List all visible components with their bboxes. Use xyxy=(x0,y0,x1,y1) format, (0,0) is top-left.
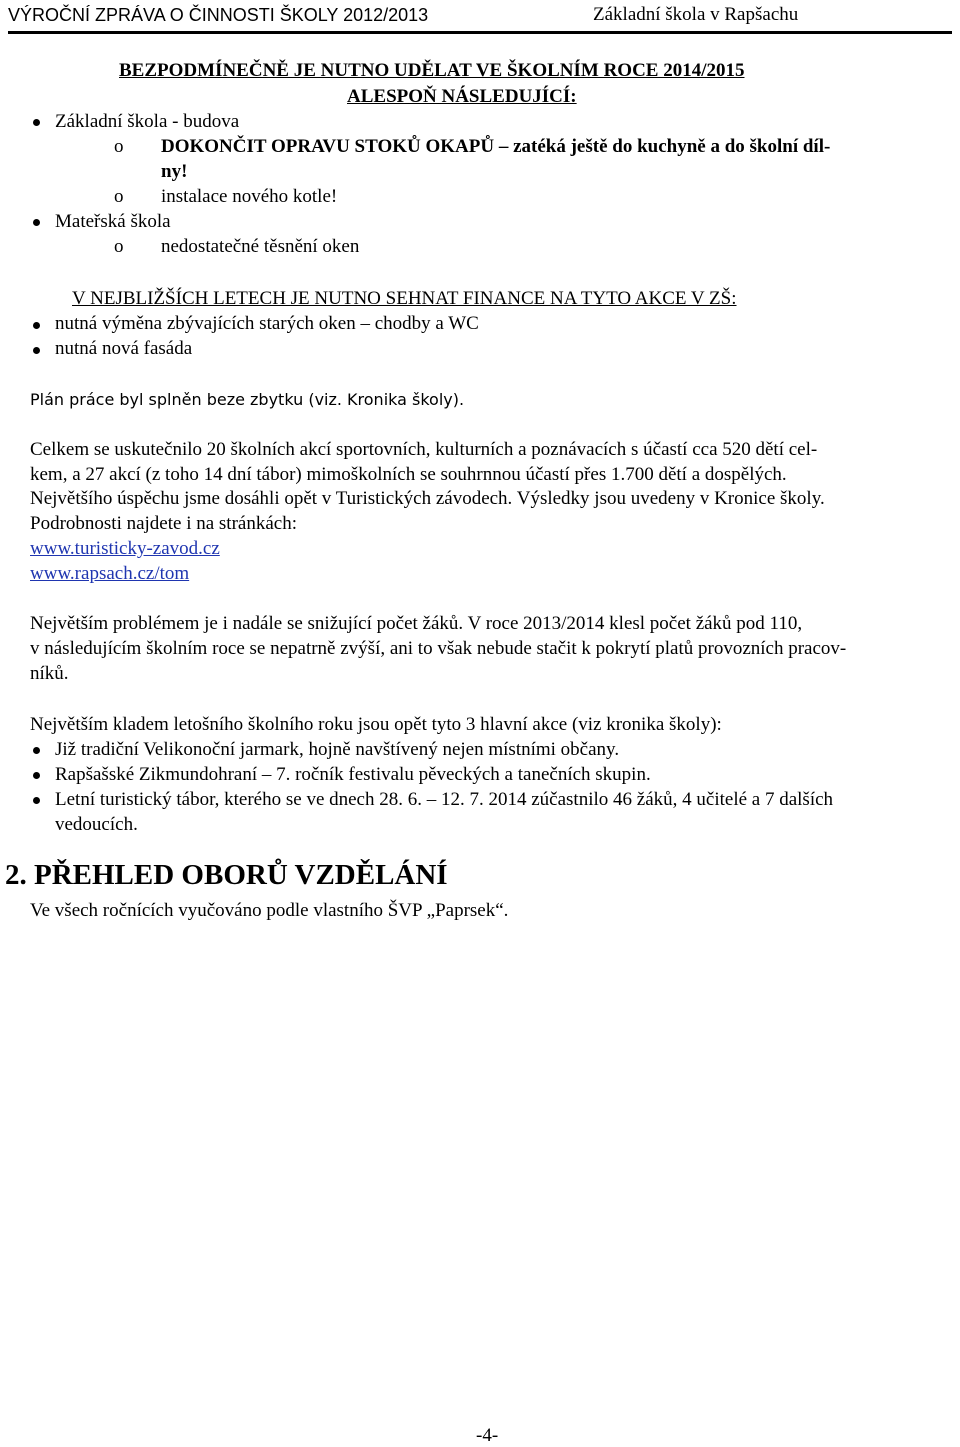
finance-item-2: nutná nová fasáda xyxy=(55,338,193,359)
finance-title: V NEJBLIŽŠÍCH LETECH JE NUTNO SEHNAT FINANCE NA TYTO AKCE V ZŠ: xyxy=(72,288,737,309)
link-turisticky-zavod[interactable]: www.turisticky-zavod.cz xyxy=(30,538,220,559)
bullet-icon xyxy=(33,797,40,804)
list-item-zs: Základní škola - budova xyxy=(55,111,240,132)
sub-item-kotel: instalace nového kotle! xyxy=(161,186,338,207)
sub-item-stoky: DOKONČIT OPRAVU STOKŮ OKAPŮ – zatéká ještě do kuchyně a do školní díl- xyxy=(161,136,831,157)
sub-marker: o xyxy=(114,186,124,207)
link-rapsach-tom[interactable]: www.rapsach.cz/tom xyxy=(30,563,190,584)
bullet-icon xyxy=(33,347,40,354)
highlight-item-2: Rapšašské Zikmundohraní – 7. ročník festivalu pěveckých a tanečních skupin. xyxy=(55,764,651,785)
finance-item-1: nutná výměna zbývajících starých oken – chodby a WC xyxy=(55,313,479,334)
must-title-2: ALESPOŇ NÁSLEDUJÍCÍ: xyxy=(347,86,577,107)
problem-line-3: níků. xyxy=(30,663,69,684)
section-text: Ve všech ročnících vyučováno podle vlastního ŠVP „Paprsek“. xyxy=(30,900,509,921)
bullet-icon xyxy=(33,747,40,754)
bullet-icon xyxy=(33,772,40,779)
actions-line-4: Podrobnosti najdete i na stránkách: xyxy=(30,513,297,534)
highlights-intro: Největším kladem letošního školního roku jsou opět tyto 3 hlavní akce (viz kronika školy): xyxy=(30,714,722,735)
sub-marker: o xyxy=(114,136,124,157)
plan-text: Plán práce byl splněn beze zbytku (viz. Kronika školy). xyxy=(30,390,465,409)
must-title-1: BEZPODMÍNEČNĚ JE NUTNO UDĚLAT VE ŠKOLNÍM ROCE 2014/2015 xyxy=(119,60,745,81)
sub-marker: o xyxy=(114,236,124,257)
bullet-icon xyxy=(33,119,40,126)
list-item-ms: Mateřská škola xyxy=(55,211,171,232)
header-school: Základní škola v Rapšachu xyxy=(593,4,799,25)
actions-line-1: Celkem se uskutečnilo 20 školních akcí sportovních, kulturních a poznávacích s účastí cca 520 dětí cel- xyxy=(30,439,818,460)
bullet-icon xyxy=(33,219,40,226)
actions-line-2: kem, a 27 akcí (z toho 14 dní tábor) mimoškolních se souhrnnou účastí přes 1.700 dětí a dospělých. xyxy=(30,464,787,485)
header-rule xyxy=(8,31,952,34)
highlight-item-1: Již tradiční Velikonoční jarmark, hojně navštívený nejen místními občany. xyxy=(55,739,620,760)
bullet-icon xyxy=(33,322,40,329)
problem-line-2: v následujícím školním roce se nepatrně zvýší, ani to však nebude stačit k pokrytí platů provozních pracov- xyxy=(30,638,847,659)
problem-line-1: Největším problémem je i nadále se snižující počet žáků. V roce 2013/2014 klesl počet žáků pod 110, xyxy=(30,613,803,634)
sub-item-stoky-cont: ny! xyxy=(161,161,188,182)
highlight-item-3-cont: vedoucích. xyxy=(55,814,138,835)
actions-line-3: Největšího úspěchu jsme dosáhli opět v Turistických závodech. Výsledky jsou uvedeny v Kronice školy. xyxy=(30,488,825,509)
section-heading: 2. PŘEHLED OBORŮ VZDĚLÁNÍ xyxy=(5,859,448,891)
header-title: VÝROČNÍ ZPRÁVA O ČINNOSTI ŠKOLY 2012/2013 xyxy=(8,5,429,25)
sub-item-okna: nedostatečné těsnění oken xyxy=(161,236,360,257)
page-number: -4- xyxy=(476,1425,499,1446)
highlight-item-3: Letní turistický tábor, kterého se ve dnech 28. 6. – 12. 7. 2014 zúčastnilo 46 žáků, 4 učitelé a 7 dalších xyxy=(55,789,834,810)
